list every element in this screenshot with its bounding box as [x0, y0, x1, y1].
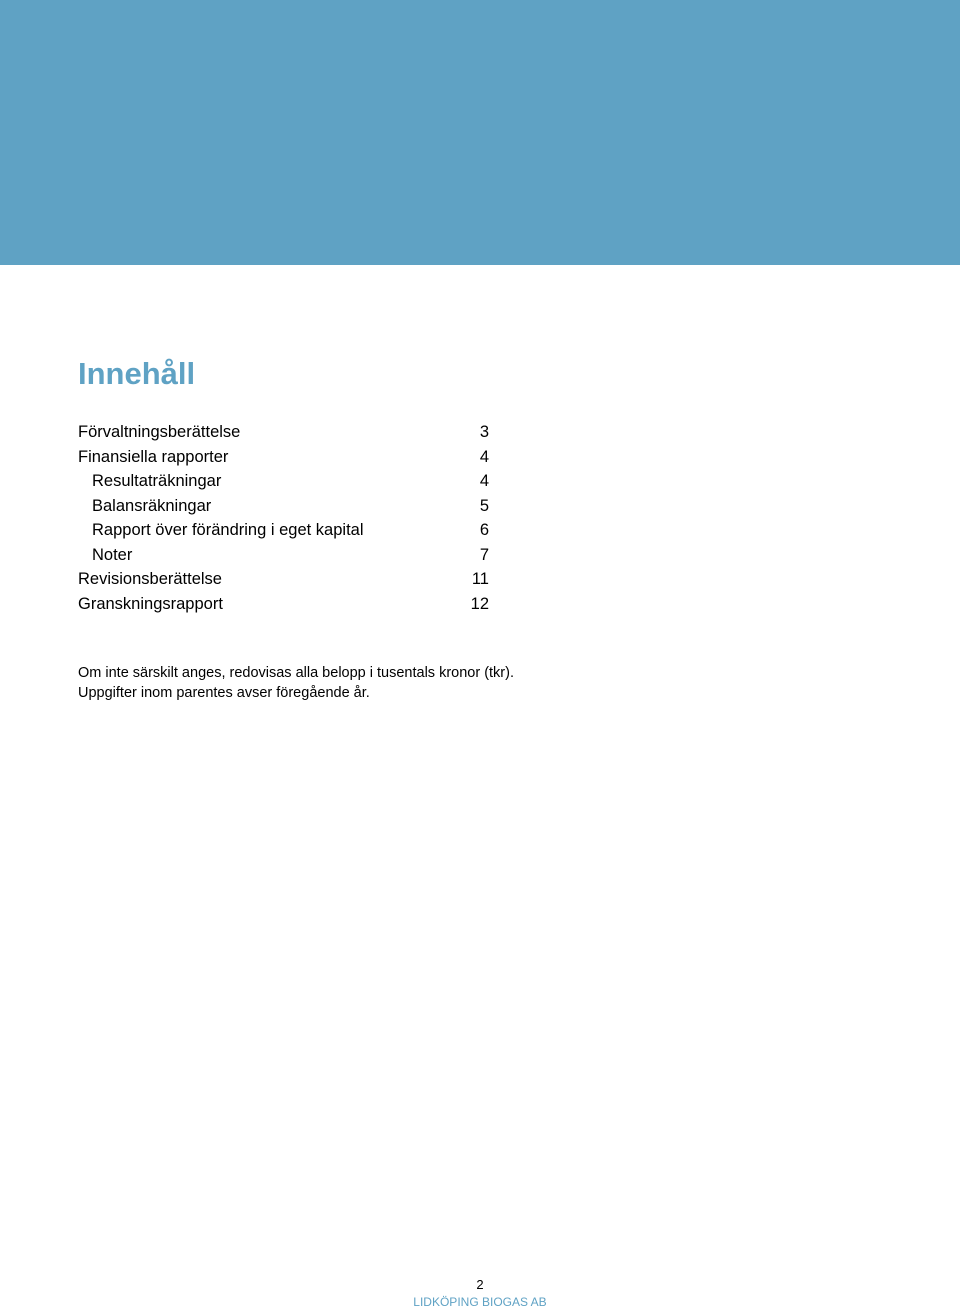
toc-item-page: 7 [479, 545, 489, 564]
toc-item-page: 4 [479, 472, 489, 490]
toc-title: Innehåll [78, 356, 196, 391]
page-number: 2 [476, 1277, 484, 1292]
toc-list [78, 420, 489, 616]
toc-item-page: 11 [471, 570, 489, 588]
toc-item-finansiella-rapporter[interactable] [78, 445, 489, 470]
toc-item-page: 3 [479, 423, 489, 441]
toc-item-label: Finansiella rapporter [78, 447, 229, 466]
toc-item-balansrakningar[interactable] [78, 494, 489, 519]
toc-item-label: Balansräkningar [92, 496, 212, 515]
toc-item-label: Granskningsrapport [78, 594, 223, 613]
toc-item-noter[interactable] [78, 543, 489, 568]
footer-company-name: LIDKÖPING BIOGAS AB [413, 1295, 547, 1309]
toc-item-label: Revisionsberättelse [78, 570, 222, 588]
toc-item-rapport-eget-kapital[interactable] [78, 518, 489, 543]
toc-item-page: 4 [479, 447, 489, 466]
amounts-note [78, 663, 514, 703]
toc-item-page: 5 [479, 496, 489, 515]
toc-item-page: 12 [470, 594, 489, 613]
toc-item-forvaltningsberattelse[interactable] [78, 420, 489, 445]
amounts-note-line: Om inte särskilt anges, redovisas alla belopp i tusentals kronor (tkr). [78, 665, 514, 681]
prior-year-note-line: Uppgifter inom parentes avser föregående år. [78, 685, 370, 701]
toc-item-resultatrakningar[interactable] [78, 469, 489, 494]
toc-item-revisionsberattelse[interactable] [78, 567, 489, 592]
toc-item-granskningsrapport[interactable] [78, 592, 489, 617]
toc-item-label: Rapport över förändring i eget kapital [92, 521, 364, 539]
toc-item-label: Förvaltningsberättelse [78, 423, 241, 441]
toc-item-label: Noter [92, 545, 133, 564]
header-band [0, 0, 960, 265]
toc-item-label: Resultaträkningar [92, 472, 222, 490]
toc-item-page: 6 [479, 521, 489, 539]
